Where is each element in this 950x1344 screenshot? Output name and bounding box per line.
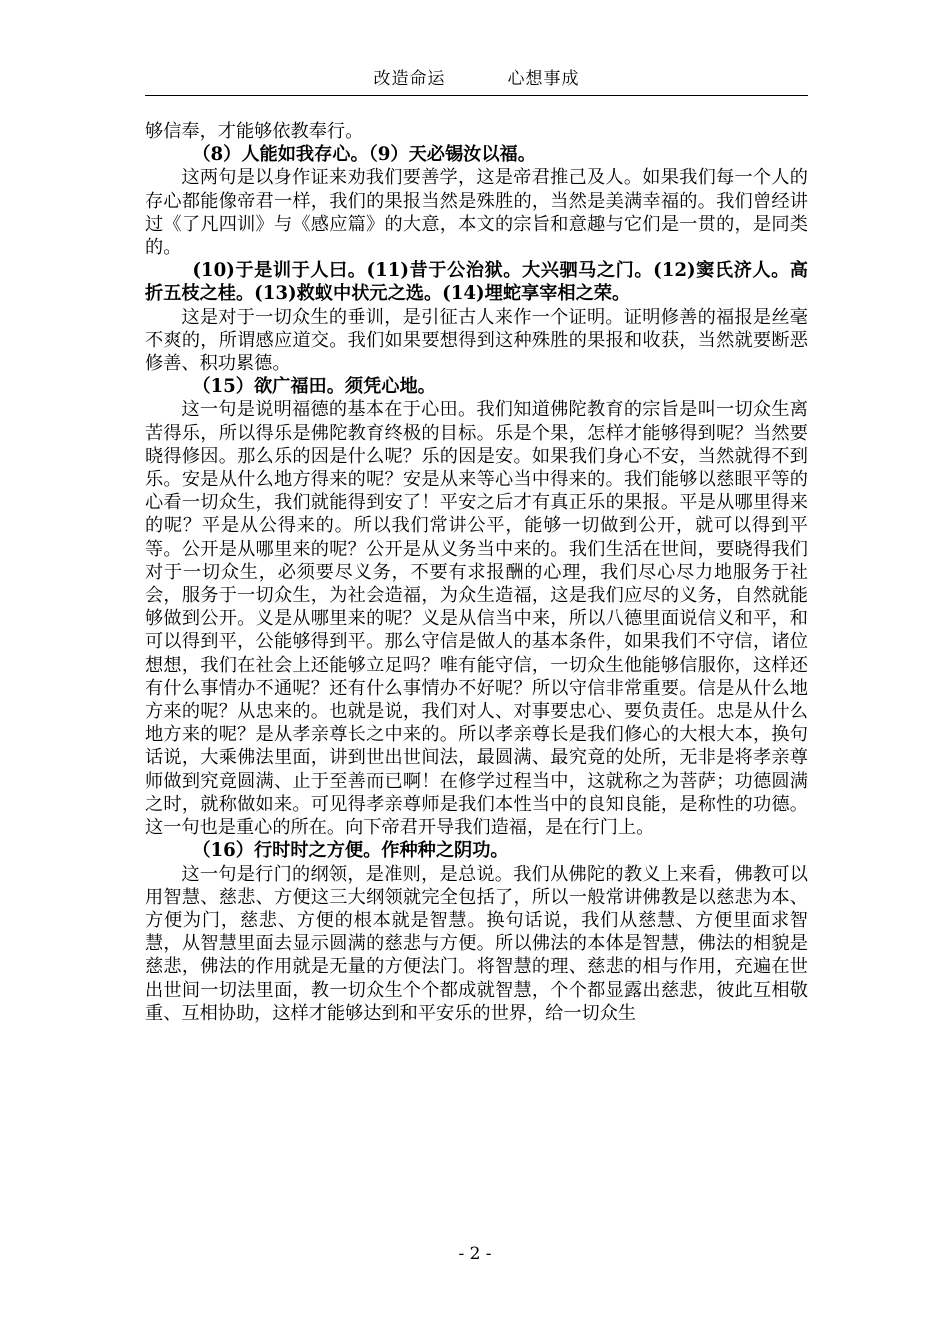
verse-heading-10-14: (10)于是训于人曰。(11)昔于公治狱。大兴驷马之门。(12)窦氏济人。高折五枝之桂。(13)救蚁中状元之选。(14)埋蛇享宰相之荣。	[145, 260, 808, 305]
header-title-right: 心想事成	[507, 69, 580, 89]
commentary-paragraph: 这一句是说明福德的基本在于心田。我们知道佛陀教育的宗旨是叫一切众生离苦得乐，所以得乐是佛陀教育终极的目标。乐是个果，怎样才能够得到呢？当然要晓得修因。那么乐的因是什么呢？乐的因是安。如果我们身心不安，当然就得不到乐。安是从什么地方得来的呢？安是从来等心当中得来的。我们能够以慈眼平等的心看一切众生，我们就能得到安了！平安之后才有真正乐的果报。平是从哪里得来的呢？平是从公得来的。所以我们常讲公平，能够一切做到公开，就可以得到平等。公开是从哪里来的呢？公开是从义务当中来的。我们生活在世间，要晓得我们对于一切众生，必须要尽义务，不要有求报酬的心理，我们尽心尽力地服务于社会，服务于一切众生，为社会造福，为众生造福，这是我们应尽的义务，自然就能够做到公开。义是从哪里来的呢？义是从信当中来，所以八德里面说信义和平，和可以得到平，公能够得到平。那么守信是做人的基本条件，如果我们不守信，诸位想想，我们在社会上还能够立足吗？唯有能守信，一切众生他能够信服你，这样还有什么事情办不通呢？还有什么事情办不好呢？所以守信非常重要。信是从什么地方来的呢？从忠来的。也就是说，我们对人、对事要忠心、要负责任。忠是从什么地方来的呢？是从孝亲尊长之中来的。所以孝亲尊长是我们修心的大根大本，换句话说，大乘佛法里面，讲到世出世间法，最圆满、最究竟的处所，无非是将孝亲尊师做到究竟圆满、止于至善而已啊！在修学过程当中，这就称之为菩萨；功德圆满之时，就称做如来。可见得孝亲尊师是我们本性当中的良知良能，是称性的功德。这一句也是重心的所在。向下帝君开导我们造福，是在行门上。	[145, 399, 808, 839]
commentary-paragraph: 这一句是行门的纲领，是准则，是总说。我们从佛陀的教义上来看，佛教可以用智慧、慈悲、方便这三大纲领就完全包括了，所以一般常讲佛教是以慈悲为本、方便为门，慈悲、方便的根本就是智慧。换句话说，我们从慈慧、方便里面求智慧，从智慧里面去显示圆满的慈悲与方便。所以佛法的本体是智慧，佛法的相貌是慈悲，佛法的作用就是无量的方便法门。将智慧的理、慈悲的相与作用，充遍在世出世间一切法里面，教一切众生个个都成就智慧，个个都显露出慈悲，彼此互相敬重、互相协助，这样才能够达到和平安乐的世界，给一切众生	[145, 863, 808, 1024]
page-number: - 2 -	[458, 1244, 492, 1264]
header-rule	[145, 95, 808, 96]
paragraph-continuation: 够信奉，才能够依教奉行。	[145, 121, 364, 142]
verse-heading-16: （16）行时时之方便。作种种之阴功。	[192, 840, 509, 862]
running-header	[145, 64, 808, 94]
header-title-left: 改造命运	[373, 69, 446, 89]
verse-heading-8-9: （8）人能如我存心。（9）天必锡汝以福。	[192, 144, 536, 166]
verse-heading-15: （15）欲广福田。须凭心地。	[192, 376, 436, 398]
commentary-paragraph: 这两句是以身作证来劝我们要善学，这是帝君推己及人。如果我们每一个人的存心都能像帝君一样，我们的果报当然是殊胜的，当然是美满幸福的。我们曾经讲过《了凡四训》与《感应篇》的大意，本文的宗旨和意趣与它们是一贯的，是同类的。	[145, 167, 808, 259]
commentary-paragraph: 这是对于一切众生的垂训，是引征古人来作一个证明。证明修善的福报是丝毫不爽的，所谓感应道交。我们如果要想得到这种殊胜的果报和收获，当然就要断恶修善、积功累德。	[145, 306, 808, 375]
document-body	[145, 120, 808, 1025]
